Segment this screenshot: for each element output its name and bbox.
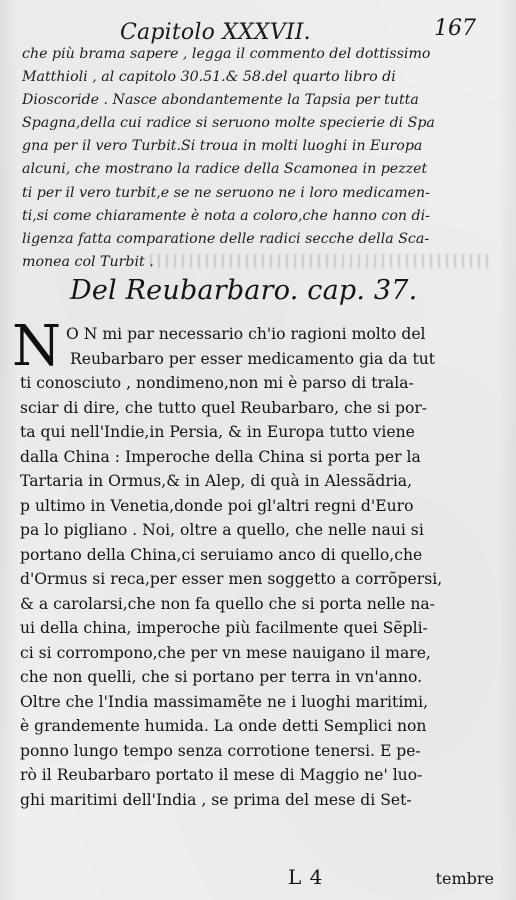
text-line: che più brama sapere , legga il commento del dottissimo [22, 46, 431, 62]
text-line: ci si corrompono,che per vn mese nauigano il mare, [20, 643, 431, 662]
chapter-body [20, 322, 500, 812]
text-line: & a carolarsi,che non fa quello che si porta nelle na- [20, 594, 435, 613]
text-line: p ultimo in Venetia,donde poi gl'altri regni d'Euro [20, 496, 414, 515]
text-line: ui della china, imperoche più facilmente quei Sẽpli- [20, 619, 428, 637]
text-line: Dioscoride . Nasce abondantemente la Tapsia per tutta [22, 92, 419, 109]
chapter-heading: Del Reubarbaro. cap. 37. [70, 275, 418, 306]
page-number: 167 [434, 16, 476, 41]
text-line: gna per il vero Turbit.Si troua in molti luoghi in Europa [22, 138, 423, 155]
text-line: Tartaria in Ormus,& in Alep, di quà in Alessãdria, [20, 472, 413, 490]
text-line: rò il Reubarbaro portato il mese di Maggio ne' luo- [20, 766, 423, 784]
catchword: tembre [435, 869, 494, 888]
text-line: che non quelli, che si portano per terra in vn'anno. [20, 668, 423, 686]
text-line: ligenza fatta comparatione delle radici secche della Sca- [22, 230, 430, 247]
preceding-chapter-text [22, 43, 492, 274]
text-line: ghi maritimi dell'India , se prima del mese di Set- [20, 790, 412, 809]
text-line: Reubarbaro per esser medicamento gia da tut [70, 349, 436, 368]
text-line: portano della China,ci seruiamo anco di quello,che [20, 545, 423, 564]
show-through-ink [150, 254, 490, 268]
running-head: Capitolo XXXVII. [120, 20, 311, 45]
text-line: O N mi par necessario ch'io ragioni molto del [66, 325, 426, 343]
text-line: ta qui nell'Indie,in Persia, & in Europa tutto viene [20, 423, 415, 441]
text-line: Matthioli , al capitolo 30.51.& 58.del quarto libro di [22, 69, 396, 86]
text-line: monea col Turbit . [22, 253, 154, 270]
text-line: alcuni, che mostrano la radice della Scamonea in pezzet [22, 161, 428, 178]
text-line: ti per il vero turbit,e se ne seruono ne i loro medicamen- [22, 184, 430, 201]
text-line: ti,si come chiaramente è nota a coloro,che hanno con di- [22, 207, 430, 224]
page-footer [0, 865, 516, 895]
text-line: dalla China : Imperoche della China si porta per la [20, 447, 421, 466]
text-line: è grandemente humida. La onde detti Semplici non [20, 717, 427, 735]
text-line: Spagna,della cui radice si seruono molte specierie di Spa [22, 115, 435, 132]
text-line: d'Ormus si reca,per esser men soggetto a corrõpersi, [20, 570, 443, 588]
text-line: ponno lungo tempo senza corrotione tenersi. E pe- [20, 741, 421, 760]
text-line: Oltre che l'India massimamẽte ne i luoghi maritimi, [20, 692, 429, 711]
drop-cap: N [12, 314, 61, 379]
signature-mark: L 4 [288, 865, 324, 889]
text-line: sciar di dire, che tutto quel Reubarbaro, che si por- [20, 398, 428, 417]
text-line: pa lo pigliano . Noi, oltre a quello, che nelle naui si [20, 521, 424, 539]
text-line: ti conosciuto , nondimeno,non mi è parso di trala- [20, 374, 414, 392]
page-header [22, 6, 500, 45]
